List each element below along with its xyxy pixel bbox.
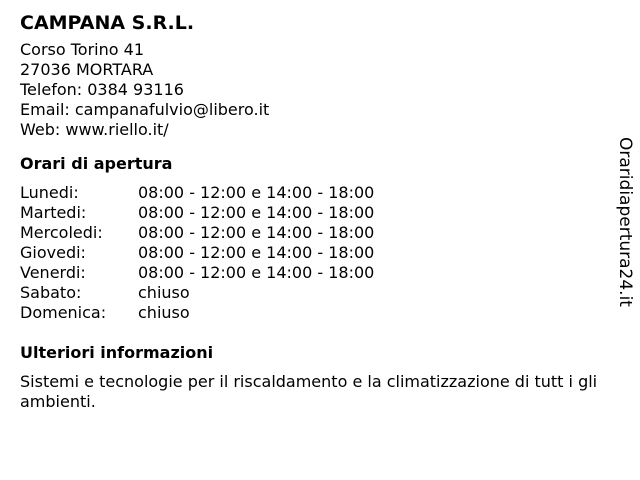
day-hours: 08:00 - 12:00 e 14:00 - 18:00 xyxy=(138,223,375,242)
business-description: Sistemi e tecnologie per il riscaldamento e la climatizzazione di tutt i gli ambienti. xyxy=(20,372,598,411)
day-label: Sabato: xyxy=(20,283,82,302)
day-hours: 08:00 - 12:00 e 14:00 - 18:00 xyxy=(138,203,375,222)
address-city: 27036 MORTARA xyxy=(20,60,154,79)
day-label: Mercoledi: xyxy=(20,223,103,242)
hours-row-wednesday xyxy=(20,223,610,243)
address-block xyxy=(20,40,610,140)
address-street: Corso Torino 41 xyxy=(20,40,144,59)
day-label: Lunedi: xyxy=(20,183,79,202)
day-label: Martedi: xyxy=(20,203,87,222)
hours-row-tuesday xyxy=(20,203,610,223)
more-info-heading: Ulteriori informazioni xyxy=(20,343,214,362)
day-hours: chiuso xyxy=(138,283,190,302)
day-hours: 08:00 - 12:00 e 14:00 - 18:00 xyxy=(138,183,375,202)
phone-number: Telefon: 0384 93116 xyxy=(20,80,184,99)
opening-hours-heading: Orari di apertura xyxy=(20,154,173,173)
day-label: Domenica: xyxy=(20,303,107,322)
hours-row-sunday xyxy=(20,303,610,323)
business-card xyxy=(20,10,610,412)
hours-row-friday xyxy=(20,263,610,283)
email-address: Email: campanafulvio@libero.it xyxy=(20,100,270,119)
day-hours: 08:00 - 12:00 e 14:00 - 18:00 xyxy=(138,263,375,282)
company-name: CAMPANA S.R.L. xyxy=(20,12,195,34)
day-hours: chiuso xyxy=(138,303,190,322)
site-watermark: Oraridiapertura24.it xyxy=(615,137,635,307)
hours-row-thursday xyxy=(20,243,610,263)
opening-hours-table xyxy=(20,183,610,323)
hours-row-saturday xyxy=(20,283,610,303)
day-label: Venerdi: xyxy=(20,263,86,282)
website: Web: www.riello.it/ xyxy=(20,120,169,139)
hours-row-monday xyxy=(20,183,610,203)
day-hours: 08:00 - 12:00 e 14:00 - 18:00 xyxy=(138,243,375,262)
day-label: Giovedi: xyxy=(20,243,86,262)
